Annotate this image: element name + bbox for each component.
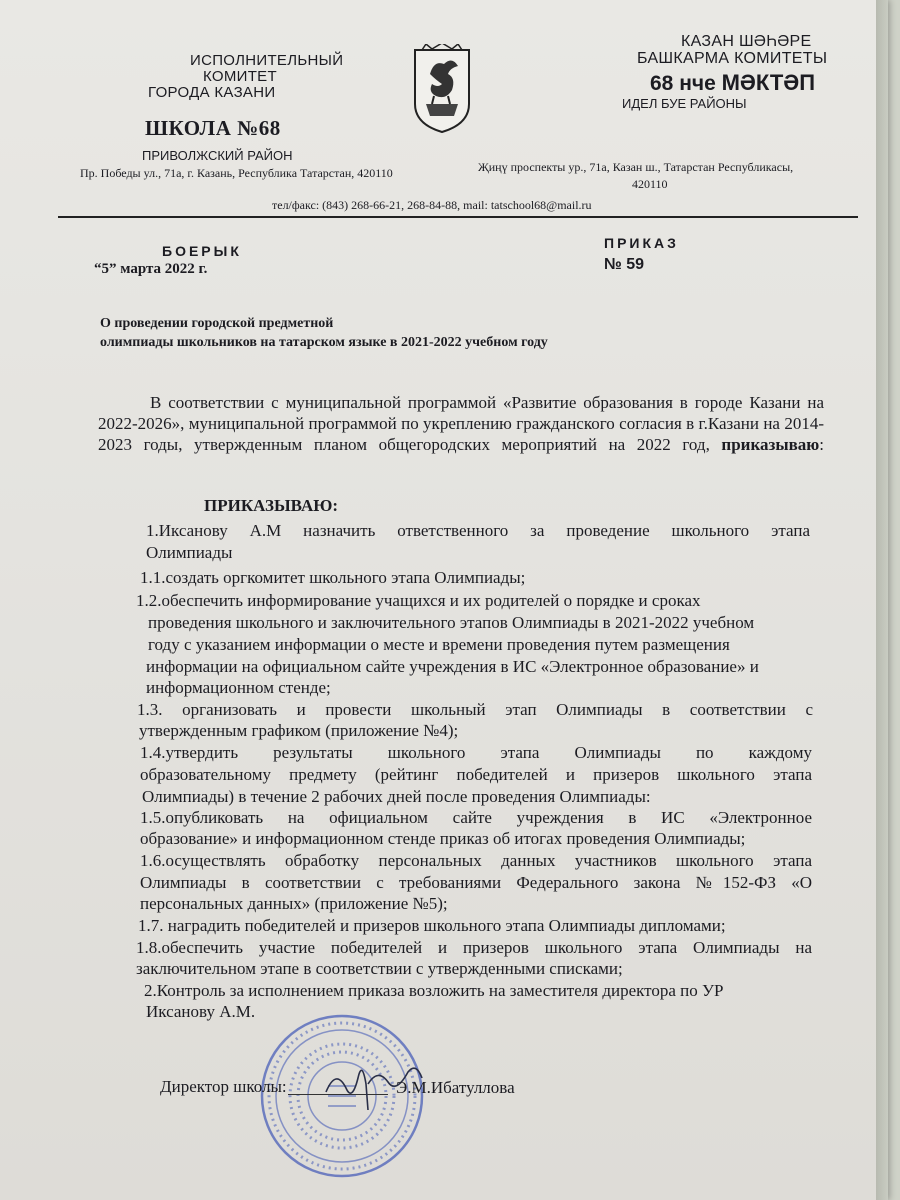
subject-line1: О проведении городской предметной: [100, 316, 334, 331]
school-name-tatar: [650, 70, 815, 96]
item-1-6-line3: персональных данных» (приложение №5);: [140, 894, 448, 913]
item-2-line1: 2.Контроль за исполнением приказа возложить на заместителя директора по УР: [144, 981, 724, 1000]
item-1-1: 1.1.создать оргкомитет школьного этапа Олимпиады;: [140, 568, 526, 587]
contacts: тел/факс: (843) 268-66-21, 268-84-88, mail: tatschool68@mail.ru: [272, 198, 592, 212]
header-left-line3: ГОРОДА КАЗАНИ: [148, 84, 276, 101]
item-1-7: 1.7. наградить победителей и призеров школьного этапа Олимпиады дипломами;: [138, 916, 726, 935]
order-date: “5” марта 2022 г.: [94, 261, 208, 277]
header-right-line1: КАЗАН ШӘҺӘРЕ: [681, 33, 812, 50]
director-name: Э.М.Ибатуллова: [396, 1078, 515, 1097]
preamble-end: :: [819, 435, 824, 454]
item-1-6-text2: Олимпиады в соответствии с требованиями Федерального закона №152-ФЗ «О: [140, 873, 812, 892]
header-divider: [58, 216, 858, 218]
item-1-4-text: 1.4.утвердить результаты школьного этапа Олимпиады по каждому: [140, 743, 812, 762]
item-1-line2: Олимпиады: [146, 543, 233, 562]
item-1-2-line2: проведения школьного и заключительного этапов Олимпиады в 2021-2022 учебном: [148, 613, 755, 632]
preamble-text: В соответствии с муниципальной программой «Развитие образования в городе Казани на 2022-2026», муниципальной программой по укреплению гражданского согласия в г.Казани на 2014-2023 годы, утвержденным планом общегородских мероприятий на 2022 год,: [98, 393, 824, 454]
item-1-2-line4: информации на официальном сайте учреждения в ИС «Электронное образование» и: [146, 657, 759, 676]
item-1-text: 1.Иксанову А.М назначить ответственного за проведение школьного этапа: [146, 521, 810, 540]
city-crest-icon: [412, 44, 472, 134]
item-1-5-line2: образование» и информационном стенде приказ об итогах проведения Олимпиады;: [140, 829, 746, 848]
district-left: ПРИВОЛЖСКИЙ РАЙОН: [142, 148, 293, 163]
order-label-tatar: БОЕРЫК: [162, 243, 242, 259]
item-1-6-text: 1.6.осуществлять обработку персональных данных участников школьного этапа: [140, 851, 812, 870]
school-name: ШКОЛА №68: [145, 116, 281, 140]
address-left: Пр. Победы ул., 71а, г. Казань, Республика Татарстан, 420110: [80, 166, 393, 180]
item-1-3-text: 1.3. организовать и провести школьный этап Олимпиады в соответствии с: [137, 700, 813, 719]
item-1-2-line3: году с указанием информации о месте и времени проведения путем размещения: [148, 635, 730, 654]
item-1-8-text: 1.8.обеспечить участие победителей и призеров школьного этапа Олимпиады на: [136, 938, 812, 957]
school-number: 68 нче: [650, 72, 716, 95]
header-right-line2: БАШКАРМА КОМИТЕТЫ: [637, 50, 828, 67]
district-right: ИДЕЛ БУЕ РАЙОНЫ: [622, 96, 747, 111]
preamble-bold: приказываю: [721, 435, 820, 454]
item-1-2-line1: 1.2.обеспечить информирование учащихся и их родителей о порядке и сроках: [136, 591, 701, 610]
header-left-line2: КОМИТЕТ: [203, 68, 277, 85]
item-1-4-line3: Олимпиады) в течение 2 рабочих дней после проведения Олимпиады:: [142, 787, 651, 806]
subject-line2: олимпиады школьников на татарском языке в 2021-2022 учебном году: [100, 335, 548, 350]
address-right-line1: Җиңү проспекты ур., 71а, Казан ш., Татарстан Республикасы,: [478, 160, 794, 174]
page-edge: [876, 0, 888, 1200]
item-1-4-text2: образовательному предмету (рейтинг победителей и призеров школьного этапа: [140, 765, 812, 784]
item-1-8-line2: заключительном этапе в соответствии с утвержденными списками;: [136, 959, 623, 978]
item-1-2-line5: информационном стенде;: [146, 678, 331, 697]
item-1-5-text: 1.5.опубликовать на официальном сайте учреждения в ИС «Электронное: [140, 808, 812, 827]
item-2-line2: Иксанову А.М.: [146, 1002, 256, 1021]
order-heading: ПРИКАЗЫВАЮ:: [204, 496, 339, 515]
header-left-line1: ИСПОЛНИТЕЛЬНЫЙ: [190, 52, 344, 69]
signature-role: Директор школы:: [160, 1077, 287, 1096]
item-1-line1: [146, 520, 810, 562]
order-number: № 59: [604, 256, 645, 273]
preamble-paragraph: [98, 392, 824, 476]
item-1-3-line2: утвержденным графиком (приложение №4);: [139, 721, 459, 740]
school-word: МӘКТӘП: [721, 70, 816, 95]
address-right-line2: 420110: [632, 177, 668, 191]
order-label: ПРИКАЗ: [604, 235, 679, 251]
